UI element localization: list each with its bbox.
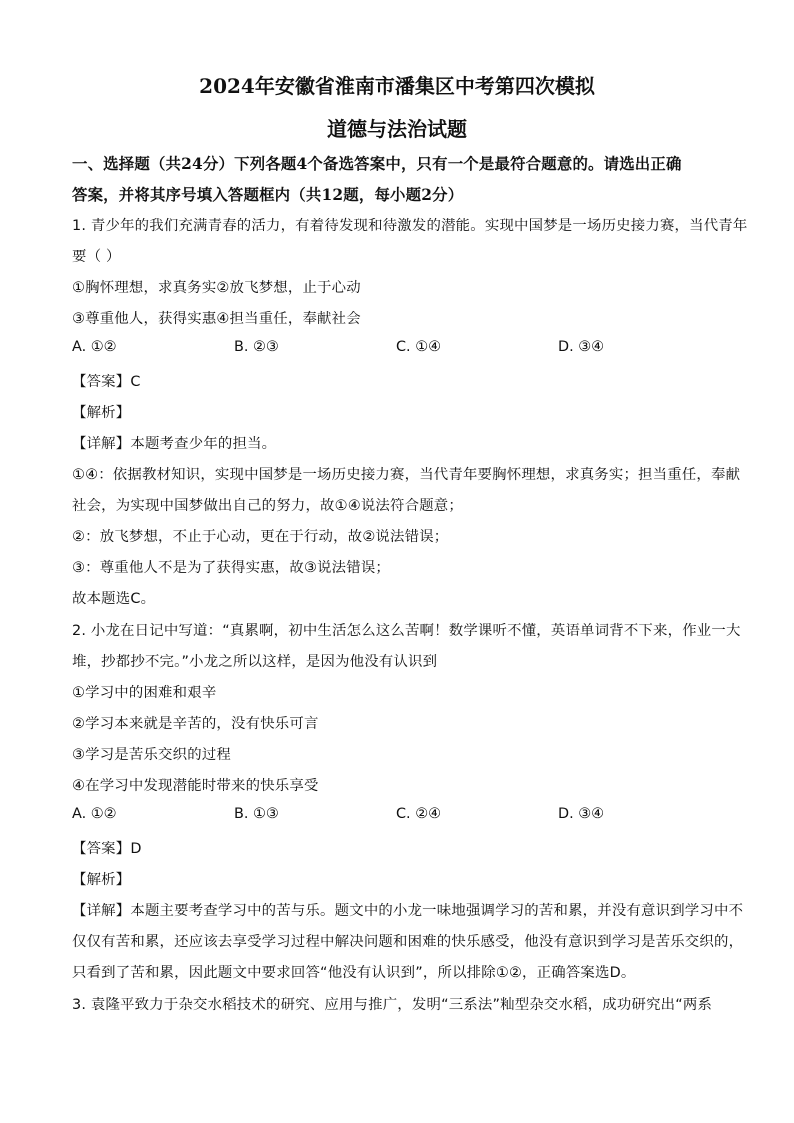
q2-item-2: ②学习本来就是辛苦的，没有快乐可言: [72, 716, 319, 732]
q1-item-line1: ①胸怀理想，求真务实②放飞梦想，止于心动: [72, 280, 361, 296]
q2-analysis-label: 【解析】: [72, 872, 131, 888]
q2-detail-line2: 仅仅有苦和累，还应该去享受学习过程中解决问题和困难的快乐感受，他没有意识到学习是苦乐交织的，: [72, 934, 744, 950]
q1-answer: 【答案】C: [72, 374, 141, 390]
q1-conclusion: 故本题选C。: [72, 591, 156, 607]
q1-option-a: A. ①②: [72, 339, 117, 355]
q1-option-c: C. ①④: [396, 339, 441, 355]
q2-item-3: ③学习是苦乐交织的过程: [72, 747, 232, 763]
page-title: 2024年安徽省淮南市潘集区中考第四次模拟: [199, 74, 595, 98]
q2-option-b: B. ①③: [234, 806, 279, 822]
section-instruction-line1: 一、选择题（共24分）下列各题4个备选答案中，只有一个是最符合题意的。请选出正确: [72, 155, 682, 173]
q1-option-b: B. ②③: [234, 339, 279, 355]
q1-options: [72, 339, 722, 355]
q1-explanation-line4: ③：尊重他人不是为了获得实惠，故③说法错误；: [72, 560, 391, 576]
q3-stem-line1: 3. 袁隆平致力于杂交水稻技术的研究、应用与推广，发明“三系法”籼型杂交水稻，成功研究出“两系: [72, 997, 713, 1013]
q1-explanation-line3: ②：放飞梦想，不止于心动，更在于行动，故②说法错误；: [72, 529, 449, 545]
q2-stem-line2: 堆，抄都抄不完。”小龙之所以这样，是因为他没有认识到: [72, 654, 438, 670]
q2-item-1: ①学习中的困难和艰辛: [72, 685, 217, 701]
q1-explanation-line1: ①④：依据教材知识，实现中国梦是一场历史接力赛，当代青年要胸怀理想，求真务实；担当重任，奉献: [72, 467, 741, 483]
q2-detail-line3: 只看到了苦和累，因此题文中要求回答“他没有认识到”，所以排除①②，正确答案选D。: [72, 965, 636, 981]
q1-detail: 【详解】本题考查少年的担当。: [72, 436, 277, 452]
q1-item-line2: ③尊重他人，获得实惠④担当重任，奉献社会: [72, 311, 361, 327]
q2-answer: 【答案】D: [72, 841, 142, 857]
q1-option-d: D. ③④: [558, 339, 605, 355]
q1-explanation-line2: 社会，为实现中国梦做出自己的努力，故①④说法符合题意；: [72, 498, 463, 514]
section-instruction-line2: 答案，并将其序号填入答题框内（共12题，每小题2分）: [72, 186, 464, 204]
q2-detail-line1: 【详解】本题主要考查学习中的苦与乐。题文中的小龙一味地强调学习的苦和累，并没有意识到学习中不: [72, 903, 744, 919]
q1-stem-line1: 1. 青少年的我们充满青春的活力，有着待发现和待激发的潜能。实现中国梦是一场历史接力赛，当代青年: [72, 218, 748, 234]
q2-stem-line1: 2. 小龙在日记中写道：“真累啊，初中生活怎么这么苦啊！数学课听不懂，英语单词背不下来，作业一大: [72, 623, 741, 639]
q1-analysis-label: 【解析】: [72, 405, 131, 421]
q2-options: [72, 806, 722, 822]
q2-option-d: D. ③④: [558, 806, 605, 822]
q2-option-a: A. ①②: [72, 806, 117, 822]
q2-option-c: C. ②④: [396, 806, 441, 822]
q1-stem-line2: 要（ ）: [72, 249, 121, 265]
page-subtitle: 道德与法治试题: [327, 117, 467, 141]
q2-item-4: ④在学习中发现潜能时带来的快乐享受: [72, 778, 319, 794]
